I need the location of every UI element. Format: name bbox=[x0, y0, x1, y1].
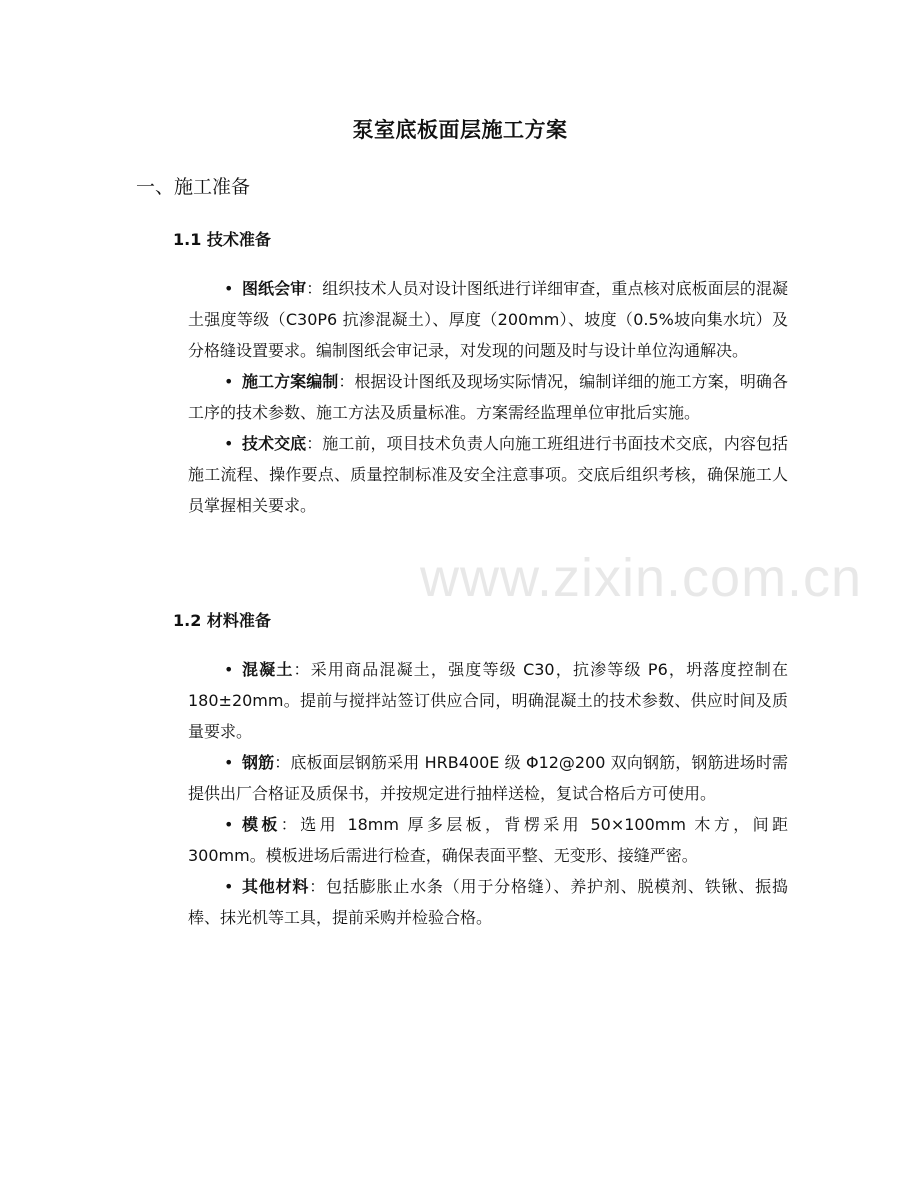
item-term: 混凝土 bbox=[242, 660, 294, 679]
list-item bbox=[188, 428, 788, 521]
item-term: 模板 bbox=[242, 815, 281, 834]
item-text: ：底板面层钢筋采用 HRB400E 级 Φ12@200 双向钢筋，钢筋进场时需提供出厂合格证及质保书，并按规定进行抽样送检，复试合格后方可使用。 bbox=[188, 753, 788, 803]
item-term: 图纸会审 bbox=[242, 279, 307, 298]
item-text: ：选用 18mm 厚多层板，背楞采用 50×100mm 木方，间距 300mm。模板进场后需进行检查，确保表面平整、无变形、接缝严密。 bbox=[188, 815, 788, 865]
bullet-icon: • bbox=[224, 279, 234, 298]
document-title: 泵室底板面层施工方案 bbox=[352, 118, 568, 142]
technical-prep-list bbox=[188, 273, 788, 521]
bullet-icon: • bbox=[224, 660, 234, 679]
section-heading-preparation: 一、施工准备 bbox=[136, 176, 251, 198]
subsection-heading-technical: 1.1 技术准备 bbox=[173, 230, 271, 249]
bullet-icon: • bbox=[224, 877, 234, 896]
list-item bbox=[188, 273, 788, 366]
item-text: ：组织技术人员对设计图纸进行详细审查，重点核对底板面层的混凝土强度等级（C30P6 抗渗混凝土）、厚度（200mm）、坡度（0.5%坡向集水坑）及分格缝设置要求。编制图纸会审记录，对发现的问题及时与设计单位沟通解决。 bbox=[188, 279, 788, 360]
item-text: ：施工前，项目技术负责人向施工班组进行书面技术交底，内容包括施工流程、操作要点、质量控制标准及安全注意事项。交底后组织考核，确保施工人员掌握相关要求。 bbox=[188, 434, 788, 515]
item-text: ：根据设计图纸及现场实际情况，编制详细的施工方案，明确各工序的技术参数、施工方法及质量标准。方案需经监理单位审批后实施。 bbox=[188, 372, 788, 422]
list-item bbox=[188, 366, 788, 428]
item-text: ：包括膨胀止水条（用于分格缝）、养护剂、脱模剂、铁锹、振捣棒、抹光机等工具，提前采购并检验合格。 bbox=[188, 877, 788, 927]
list-item bbox=[188, 747, 788, 809]
list-item bbox=[188, 809, 788, 871]
subsection-heading-materials: 1.2 材料准备 bbox=[173, 611, 271, 630]
item-term: 其他材料 bbox=[242, 877, 310, 896]
watermark-text: www.zixin.com.cn bbox=[420, 548, 863, 608]
item-term: 技术交底 bbox=[242, 434, 307, 453]
bullet-icon: • bbox=[224, 815, 234, 834]
bullet-icon: • bbox=[224, 372, 234, 391]
list-item bbox=[188, 654, 788, 747]
item-term: 钢筋 bbox=[242, 753, 275, 772]
item-text: ：采用商品混凝土，强度等级 C30，抗渗等级 P6，坍落度控制在 180±20mm。提前与搅拌站签订供应合同，明确混凝土的技术参数、供应时间及质量要求。 bbox=[188, 660, 788, 741]
bullet-icon: • bbox=[224, 434, 234, 453]
list-item bbox=[188, 871, 788, 933]
item-term: 施工方案编制 bbox=[242, 372, 339, 391]
bullet-icon: • bbox=[224, 753, 234, 772]
materials-prep-list bbox=[188, 654, 788, 933]
